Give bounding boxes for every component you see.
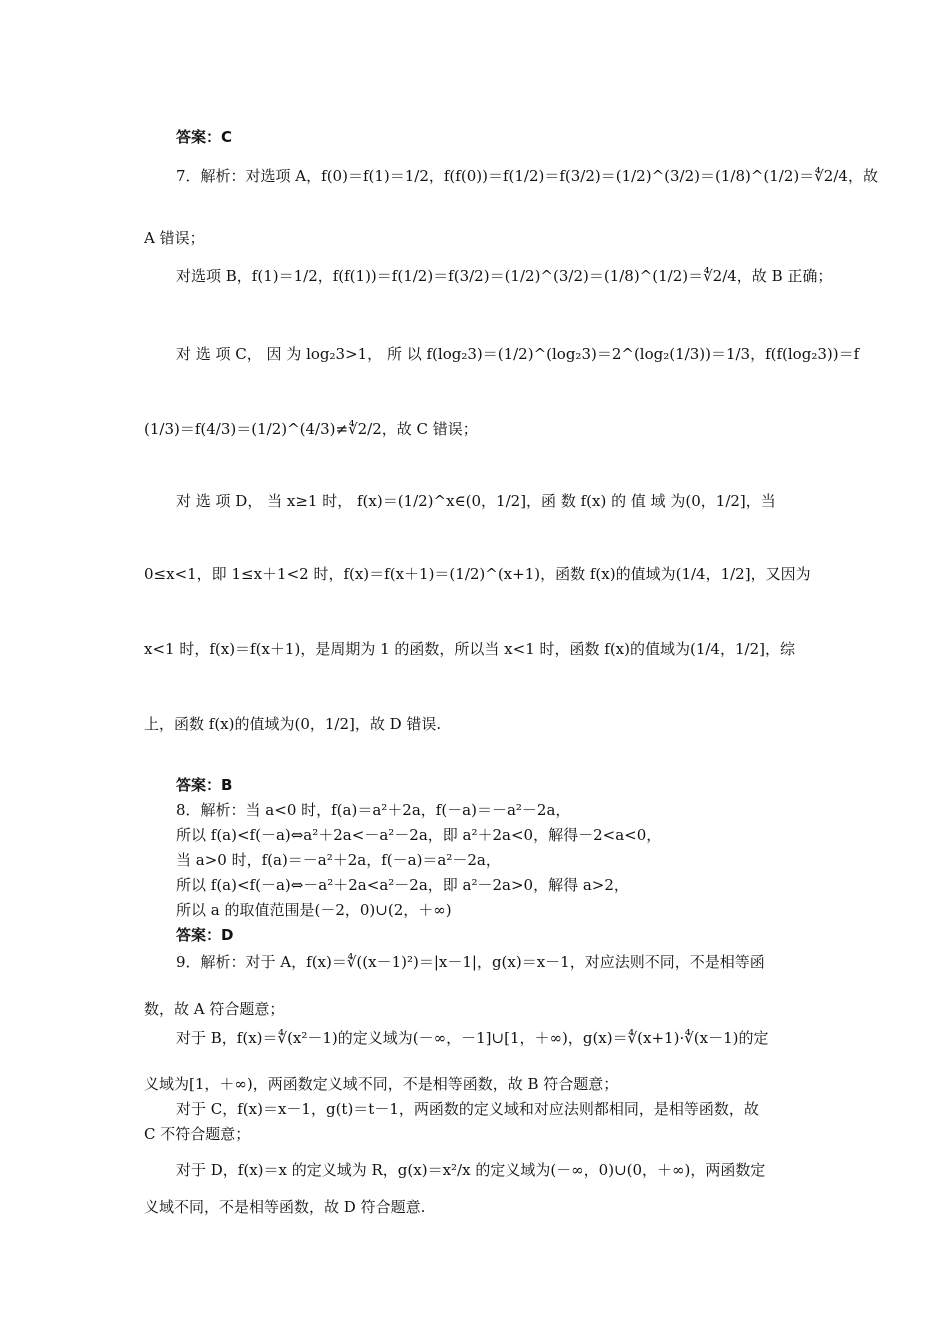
- q8-line-1: 8．解析：当 a<0 时，f(a)＝a²＋2a，f(－a)＝－a²－2a，: [176, 801, 571, 819]
- q7-line-2: A 错误；: [144, 229, 205, 247]
- q7-line-5: (1/3)＝f(4/3)＝(1/2)^(4/3)≠∜2/2，故 C 错误；: [144, 420, 478, 438]
- q7-line-6: 对 选 项 D， 当 x≥1 时， f(x)＝(1/2)^x∈(0，1/2]，函 数 f(x) 的 值 域 为(0，1/2]，当: [176, 492, 776, 510]
- q8-line-5: 所以 a 的取值范围是(－2，0)∪(2，＋∞): [176, 901, 452, 919]
- q7-line-7: 0≤x<1，即 1≤x＋1<2 时，f(x)＝f(x＋1)＝(1/2)^(x+1)，函数 f(x)的值域为(1/4，1/2]，又因为: [144, 565, 811, 583]
- q9-line-4: 义域为[1，＋∞)，两函数定义域不同，不是相等函数，故 B 符合题意；: [144, 1075, 619, 1093]
- q9-line-5: 对于 C，f(x)＝x－1，g(t)＝t－1，两函数的定义域和对应法则都相同，是相等函数，故: [176, 1100, 759, 1118]
- q8-line-3: 当 a>0 时，f(a)＝－a²＋2a，f(－a)＝a²－2a，: [176, 851, 501, 869]
- answer-d: 答案：D: [176, 926, 234, 944]
- answer-c: 答案：C: [176, 128, 233, 146]
- q7-line-8: x<1 时，f(x)＝f(x＋1)，是周期为 1 的函数，所以当 x<1 时，函数 f(x)的值域为(1/4，1/2]，综: [144, 640, 795, 658]
- q7-line-9: 上，函数 f(x)的值域为(0，1/2]，故 D 错误.: [144, 715, 442, 733]
- q9-line-3: 对于 B，f(x)＝∜(x²－1)的定义域为(－∞，－1]∪[1，＋∞)，g(x)＝∜(x+1)·∜(x－1)的定: [176, 1029, 769, 1047]
- q9-line-8: 义域不同，不是相等函数，故 D 符合题意.: [144, 1198, 426, 1216]
- q9-line-1: 9．解析：对于 A，f(x)＝∜((x－1)²)＝|x－1|，g(x)＝x－1，对应法则不同，不是相等函: [176, 953, 765, 971]
- q9-line-6: C 不符合题意；: [144, 1125, 251, 1143]
- q8-line-4: 所以 f(a)<f(－a)⇔－a²＋2a<a²－2a，即 a²－2a>0，解得 a>2，: [176, 876, 629, 894]
- q9-line-7: 对于 D，f(x)＝x 的定义域为 R，g(x)＝x²/x 的定义域为(－∞，0)∪(0，＋∞)，两函数定: [176, 1161, 766, 1179]
- q9-line-2: 数，故 A 符合题意；: [144, 1000, 285, 1018]
- q7-line-4: 对 选 项 C， 因 为 log₂3>1， 所 以 f(log₂3)＝(1/2)^(log₂3)＝2^(log₂(1/3))＝1/3，f(f(log₂3))＝f: [176, 345, 860, 363]
- q7-line-1: 7．解析：对选项 A，f(0)＝f(1)＝1/2，f(f(0))＝f(1/2)＝f(3/2)＝(1/2)^(3/2)＝(1/8)^(1/2)＝∜2/4，故: [176, 167, 878, 185]
- q8-line-2: 所以 f(a)<f(－a)⇔a²＋2a<－a²－2a，即 a²＋2a<0，解得－2<a<0，: [176, 826, 662, 844]
- q7-line-3: 对选项 B，f(1)＝1/2，f(f(1))＝f(1/2)＝f(3/2)＝(1/2)^(3/2)＝(1/8)^(1/2)＝∜2/4，故 B 正确；: [176, 267, 833, 285]
- answer-b: 答案：B: [176, 776, 233, 794]
